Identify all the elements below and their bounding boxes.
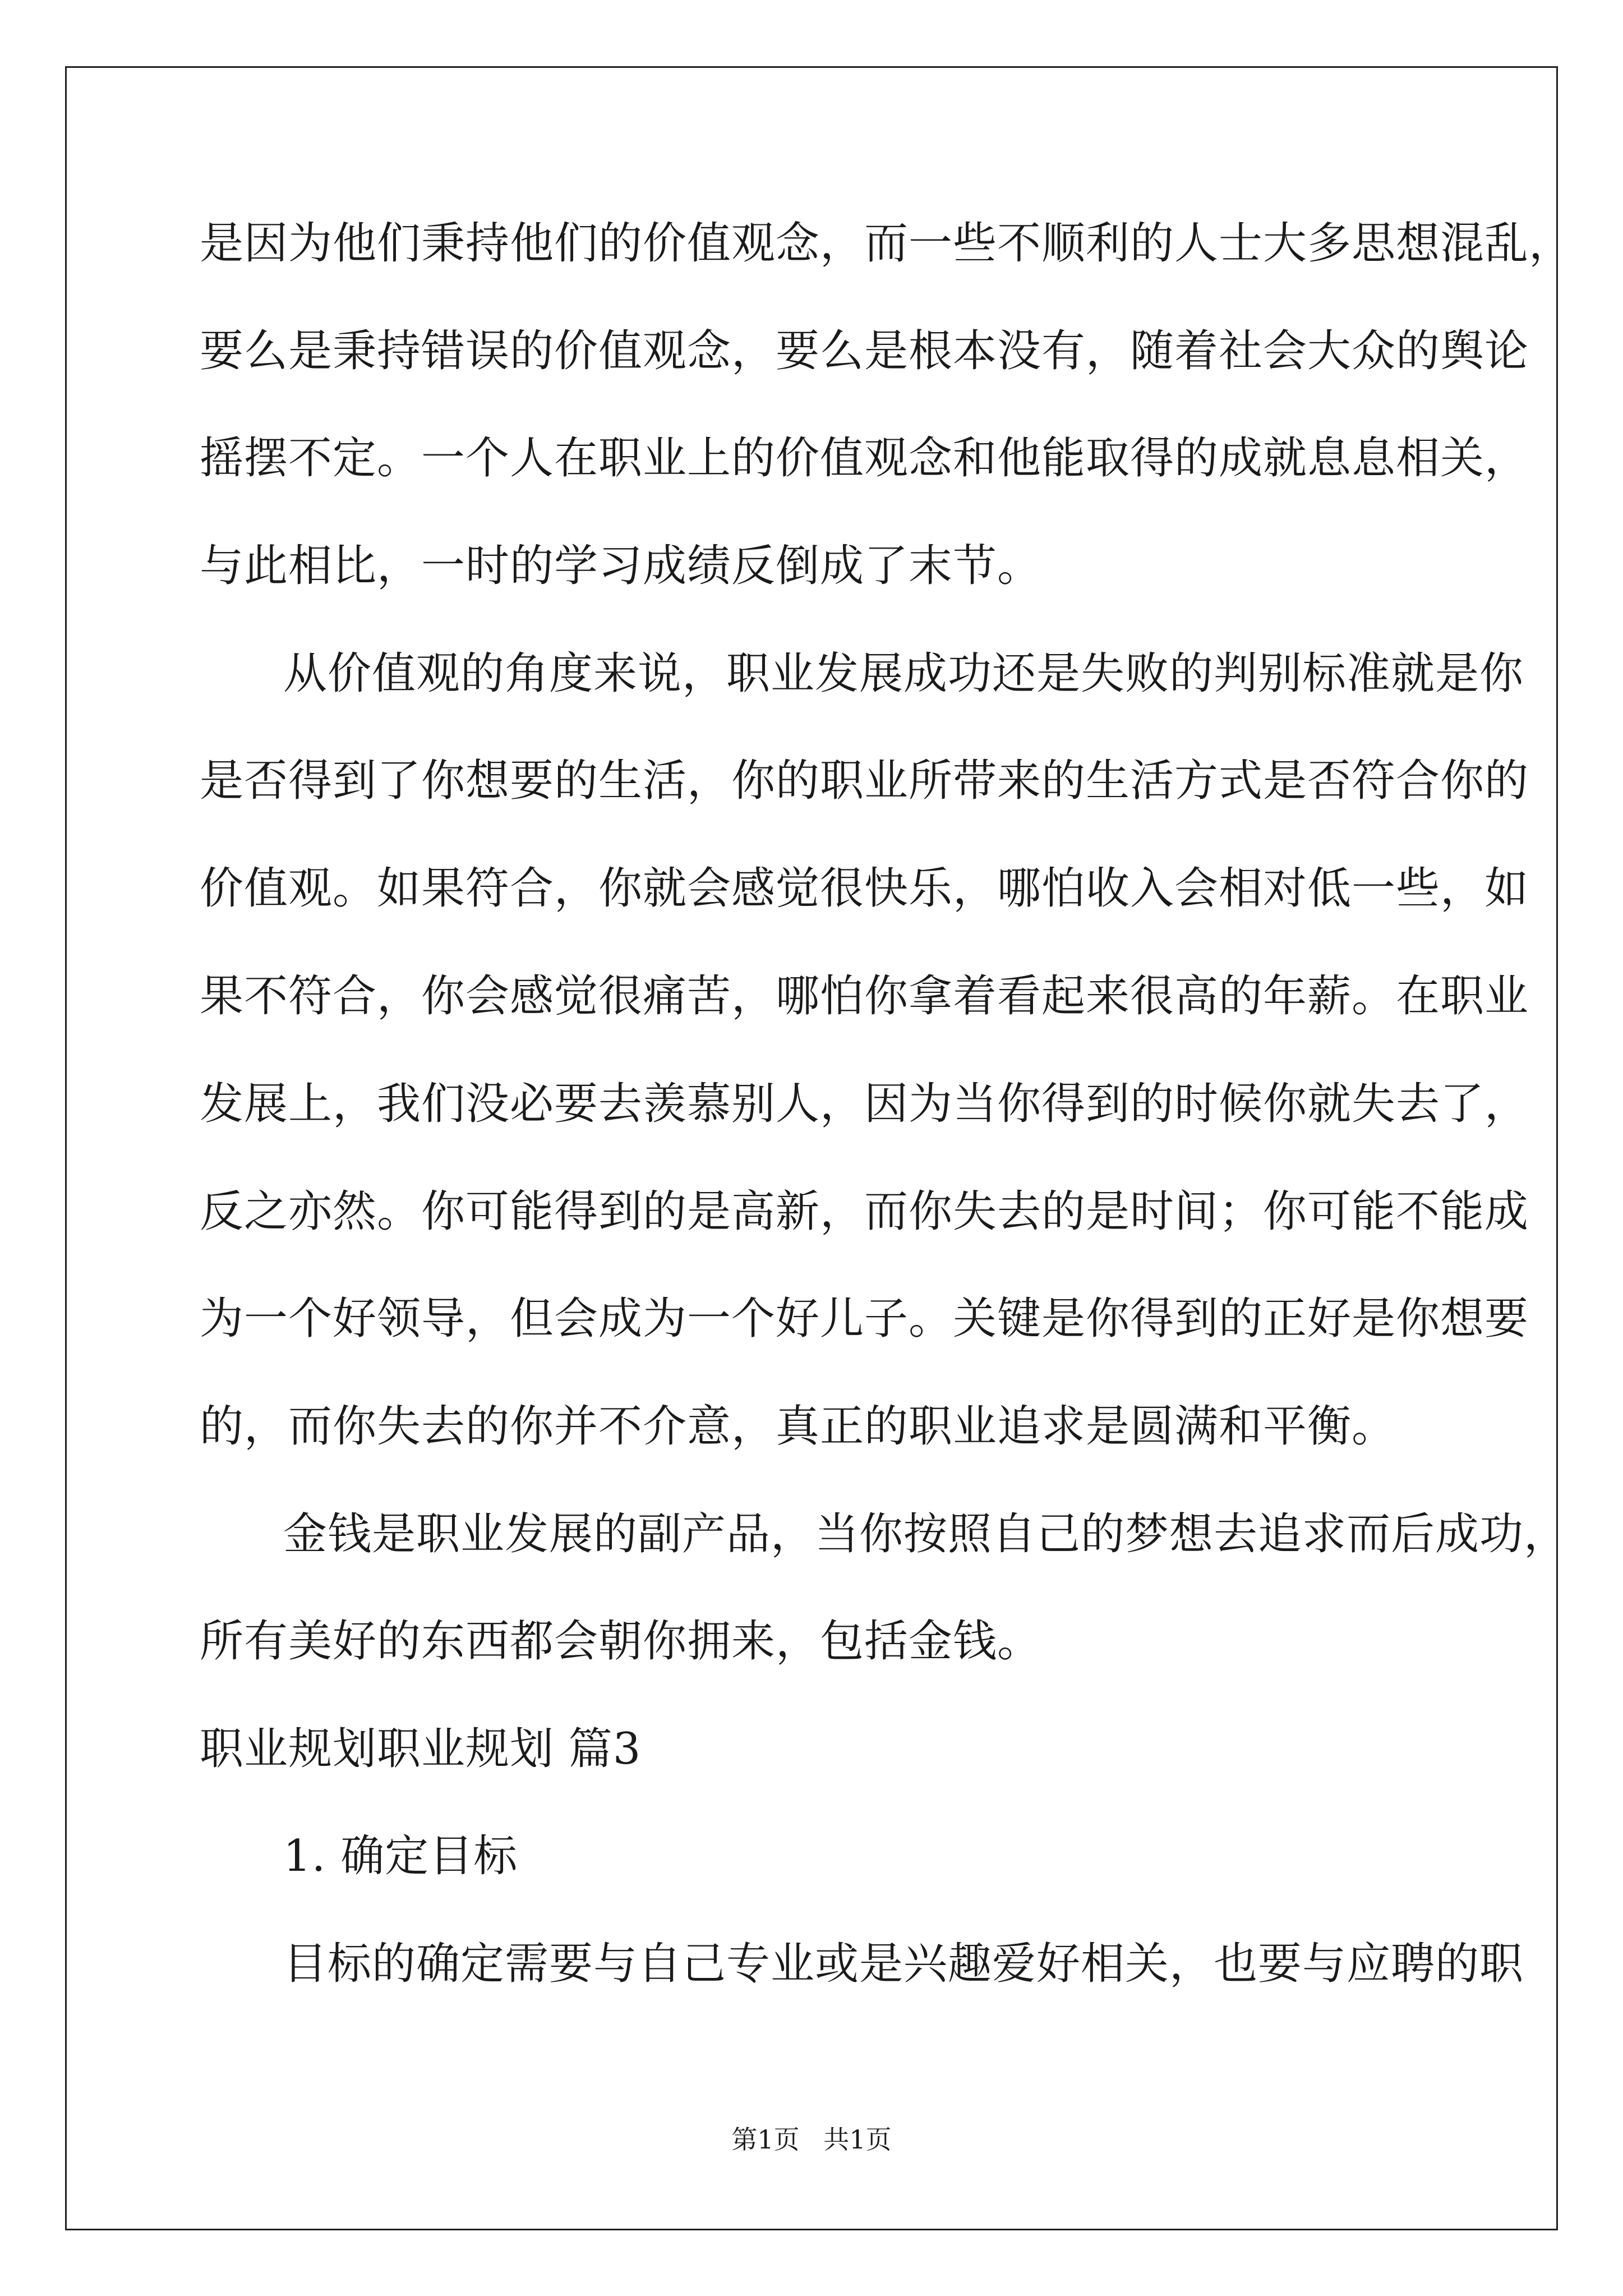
list-item-heading: 1. 确定目标 bbox=[283, 1831, 518, 1881]
text-line: 要么是秉持错误的价值观念，要么是根本没有，随着社会大众的舆论 bbox=[200, 326, 1529, 376]
text-line: 反之亦然。你可能得到的是高新，而你失去的是时间；你可能不能成 bbox=[200, 1186, 1529, 1237]
paragraph-start-line: 从价值观的角度来说，职业发展成功还是失败的判别标准就是你 bbox=[283, 648, 1524, 699]
text-line: 与此相比，一时的学习成绩反倒成了末节。 bbox=[200, 541, 1042, 591]
section-heading: 职业规划职业规划 篇3 bbox=[200, 1724, 642, 1774]
page-total: 共1页 bbox=[823, 2124, 892, 2155]
paragraph-start-line: 金钱是职业发展的副产品，当你按照自己的梦想去追求而后成功， bbox=[283, 1509, 1569, 1559]
page-border bbox=[65, 66, 1574, 2230]
text-line: 为一个好领导，但会成为一个好儿子。关键是你得到的正好是你想要 bbox=[200, 1294, 1529, 1344]
text-line: 摇摆不定。一个人在职业上的价值观念和他能取得的成就息息相关， bbox=[200, 433, 1529, 484]
text-line: 发展上，我们没必要去羡慕别人，因为当你得到的时候你就失去了， bbox=[200, 1079, 1529, 1129]
text-line: 是否得到了你想要的生活，你的职业所带来的生活方式是否符合你的 bbox=[200, 756, 1529, 806]
text-line: 的，而你失去的你并不介意，真正的职业追求是圆满和平衡。 bbox=[200, 1401, 1396, 1452]
page-number: 第1页 bbox=[731, 2124, 800, 2155]
text-line: 所有美好的东西都会朝你拥来，包括金钱。 bbox=[200, 1616, 1042, 1667]
text-line: 果不符合，你会感觉很痛苦，哪怕你拿着看起来很高的年薪。在职业 bbox=[200, 971, 1529, 1022]
text-line: 价值观。如果符合，你就会感觉很快乐，哪怕收入会相对低一些，如 bbox=[200, 863, 1529, 914]
text-line: 是因为他们秉持他们的价值观念，而一些不顺利的人士大多思想混乱， bbox=[200, 218, 1574, 269]
page-footer bbox=[0, 2123, 1623, 2156]
paragraph-start-line: 目标的确定需要与自己专业或是兴趣爱好相关，也要与应聘的职 bbox=[283, 1939, 1524, 1989]
